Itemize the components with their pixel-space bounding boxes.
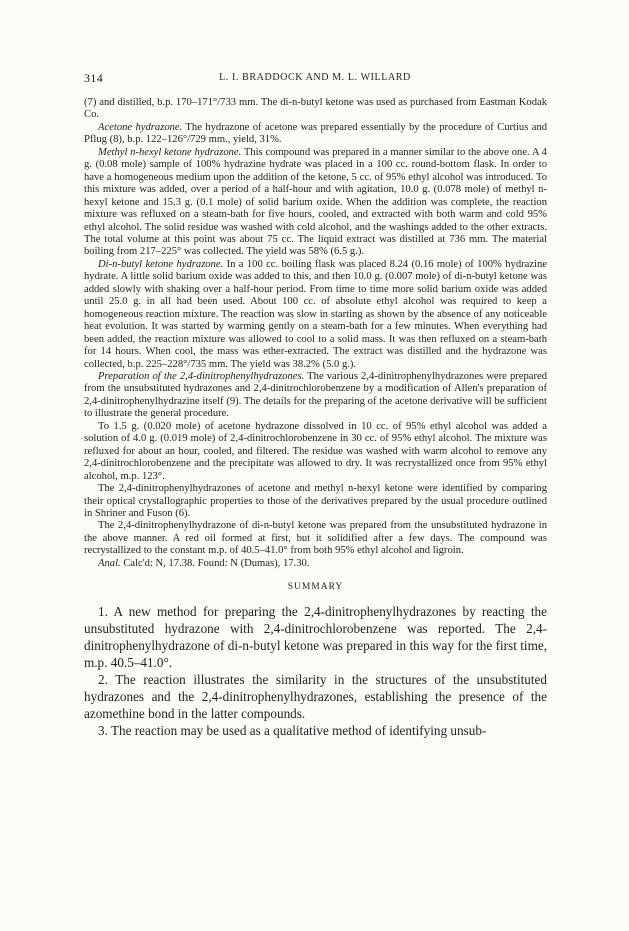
running-head: L. I. BRADDOCK AND M. L. WILLARD — [219, 72, 411, 83]
summary-item: 1. A new method for preparing the 2,4-dinitrophenylhydrazones by reacting the unsubstituted hydrazone with 2,4-dinitrochlorobenzene was reported. The 2,4-dinitrophenylhydrazone of di-n-butyl ketone was prepared in this way for the first time, m.p. 40.5–41.0°. — [84, 603, 547, 670]
summary-item: 3. The reaction may be used as a qualitative method of identifying unsub- — [98, 722, 487, 738]
run-in-heading: Acetone hydrazone. — [98, 121, 183, 133]
paragraph-dibutyl-dnp: The 2,4-dinitrophenylhydrazone of di-n-butyl ketone was prepared from the unsubstituted hydrazone in the above manner. A red oil formed at first, but it solidified after a few days. The compound was recrystallized to the constant m.p. of 40.5–41.0° from both 95% ethyl alcohol and ligroin. — [84, 520, 547, 557]
page-number: 314 — [84, 71, 104, 85]
paragraph-methyl-hexyl-ketone-hydrazone: Methyl n-hexyl ketone hydrazone. This compound was prepared in a manner similar to the above one. A 4 g. (0.08 mole) sample of 100% hydrazine hydrate was placed in a 100 cc. round-bottom flask. In order to have a homogeneous medium upon the addition of the ketone, 5 cc. of 95% ethyl alcohol was introduced. To this mixture was added, over a period of a half-hour and with agitation, 10.0 g. (0.078 mole) of methyl n-hexyl ketone and 15.3 g. (0.1 mole) of solid barium oxide. When the addition was complete, the reaction mixture was refluxed on a steam-bath for five hours, cooled, and extracted with both warm and cold 95% ethyl alcohol. The solid residue was washed with cold alcohol, and the washings added to the other extracts. The total volume at this point was about 75 cc. The liquid extract was distilled at 736 mm. The material boiling from 217–225° was collected. The yield was 58% (6.5 g.). — [84, 146, 547, 258]
paragraph-identification: The 2,4-dinitrophenylhydrazones of acetone and methyl n-hexyl ketone were identified by comparing their optical crystallographic properties to those of the derivatives prepared by the usual procedure outlined in Shriner and Fuson (6). — [84, 483, 547, 519]
summary-heading: SUMMARY — [287, 582, 344, 593]
run-in-heading: Anal. — [98, 557, 121, 569]
summary-section — [84, 603, 547, 739]
article-body — [84, 97, 547, 739]
page-header — [84, 71, 546, 87]
summary-item: 2. The reaction illustrates the similarity in the structures of the unsubstituted hydrazones and the 2,4-dinitrophenylhydrazones, establishing the presence of the azomethine bond in the latter compounds. — [84, 671, 547, 721]
paragraph-dibutyl-ketone-hydrazone: Di-n-butyl ketone hydrazone. In a 100 cc. boiling flask was placed 8.24 (0.16 mole) of 100% hydrazine hydrate. A little solid barium oxide was added to this, and then 10.0 g. (0.007 mole) of di-n-butyl ketone was added slowly with shaking over a half-hour period. From time to time more solid barium oxide was added until 25.0 g. in all had been used. About 100 cc. of absolute ethyl alcohol was required to keep a homogeneous reaction mixture. The reaction was slow in starting as shown by the absence of any noticeable heat evolution. It was started by warming gently on a steam-bath for a few minutes. When everything had been added, the reaction mixture was allowed to cool to a solid mass. It was then refluxed on a steam-bath for 14 hours. When cool, the mass was ether-extracted. The extract was distilled and the hydrazone was collected, b.p. 225–228°/735 mm. The yield was 38.2% (5.0 g.). — [84, 258, 547, 370]
paragraph-intro: (7) and distilled, b.p. 170–171°/733 mm. The di-n-butyl ketone was used as purchased from Eastman Kodak Co. — [84, 97, 547, 121]
run-in-heading: Preparation of the 2,4-dinitrophenylhydrazones. — [98, 370, 305, 382]
paragraph-preparation-dnp: Preparation of the 2,4-dinitrophenylhydrazones. The various 2,4-dinitrophenylhydrazones were prepared from the unsubstituted hydrazones and 2,4-dinitrochlorobenzene by a modification of Allen's preparation of 2,4-dinitrophenylhydrazine itself (9). The details for the preparing of the acetone derivative will be sufficient to illustrate the general procedure. — [84, 370, 547, 420]
paragraph-acetone-procedure: To 1.5 g. (0.020 mole) of acetone hydrazone dissolved in 10 cc. of 95% ethyl alcohol was added a solution of 4.0 g. (0.019 mole) of 2,4-dinitrochlorobenzene in 30 cc. of 95% ethyl alcohol. The mixture was refluxed for about an hour, cooled, and filtered. The residue was washed with warm alcohol to remove any 2,4-dinitrochlorobenzene and the precipitate was allowed to dry. It was recrystallized once from 95% ethyl alcohol, m.p. 123°. — [84, 420, 547, 482]
paragraph-analysis: Anal. Calc'd: N, 17.38. Found: N (Dumas), 17.30. — [98, 557, 310, 569]
paragraph-acetone-hydrazone: Acetone hydrazone. The hydrazone of acetone was prepared essentially by the procedure of Curtius and Pflug (8), b.p. 122–126°/729 mm., yield, 31%. — [84, 121, 547, 146]
run-in-heading: Di-n-butyl ketone hydrazone. — [98, 258, 224, 270]
run-in-heading: Methyl n-hexyl ketone hydrazone. — [98, 146, 242, 158]
